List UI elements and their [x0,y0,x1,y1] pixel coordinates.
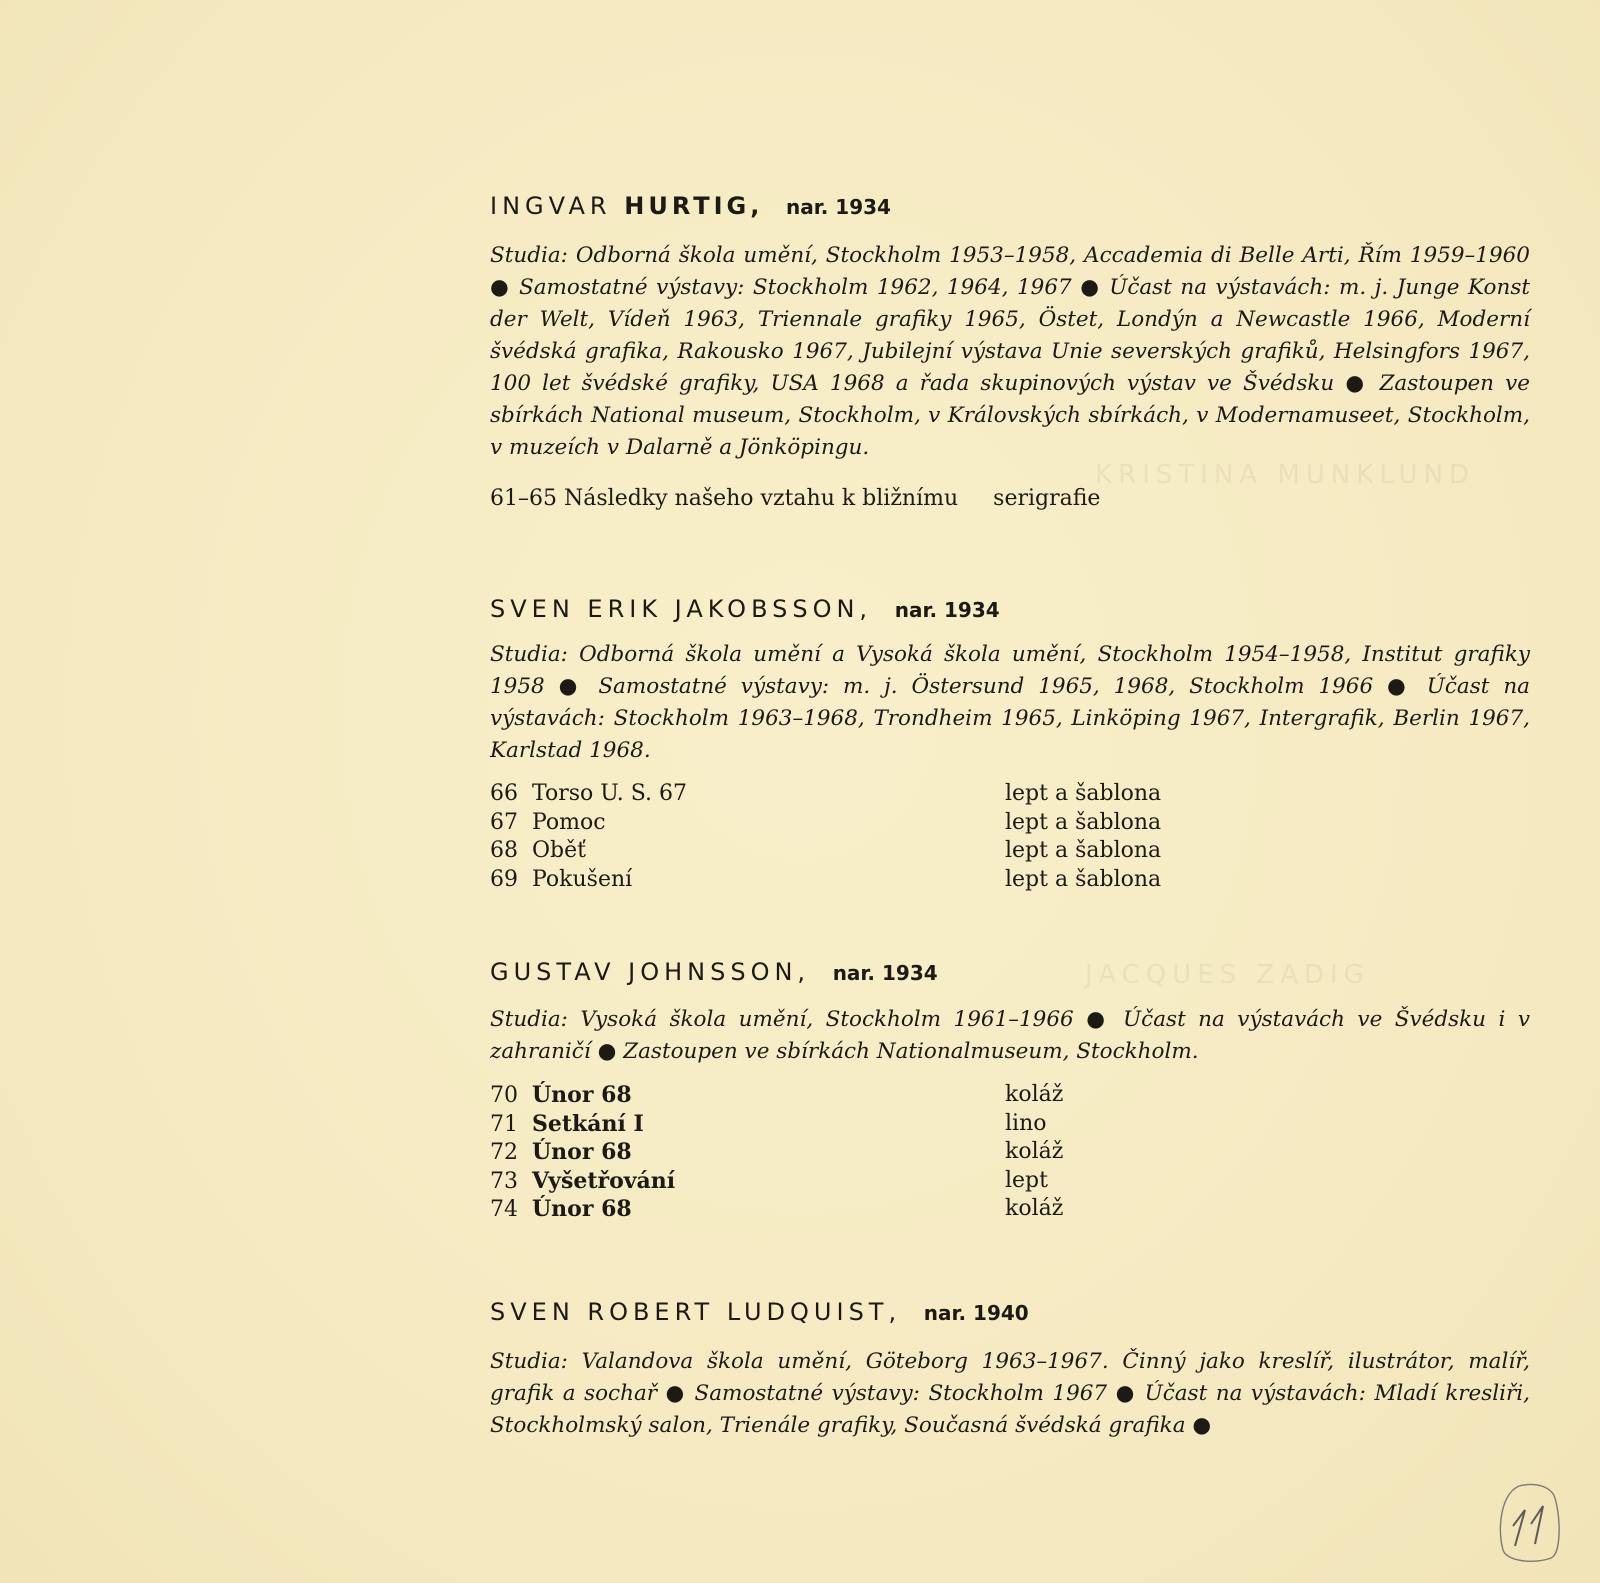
artist-heading [490,958,1530,986]
work-technique: koláž [1005,1196,1064,1221]
artist-surname: HURTIG, [624,192,764,220]
work-technique: lept a šablona [1005,781,1162,806]
work-technique: lept a šablona [1005,809,1162,835]
works-list [490,781,1530,895]
show-through-text: JACQUES ZADIG [1085,960,1370,990]
work-title: Oběť [532,838,586,863]
work-number: 70 [490,1083,518,1108]
work-entry [490,810,1530,839]
work-number: 73 [490,1168,518,1194]
artist-entry-johnsson [490,958,1530,1225]
work-technique: lept [1005,1167,1048,1193]
work-technique: serigrafie [993,486,1101,511]
birth-year: nar. 1934 [785,195,891,219]
work-entry [490,1111,1530,1140]
work-title: Vyšetřování [532,1167,676,1194]
artist-biography: Studia: Odborná škola umění, Stockholm 1953–1958, Accademia di Belle Arti, Řím 1959–1960 ● Samostatné výstavy: Stockholm 1962, 1964, 1967 ● Účast na výstavách: m. j. Junge Konst der Welt, Vídeň 1963, Triennale grafiky 1965, Östet, Londýn a Newcastle 1966, Moderní švédská grafika, Rakousko 1967, Jubilejní výstava Unie severských grafiků, Helsingfors 1967, 100 let švédské grafiky, USA 1968 a řada skupinových výstav ve Švédsku ● Zastoupen ve sbírkách National museum, Stockholm, v Královských sbírkách, v Modernamuseet, Stockholm, v muzeích v Dalarně a Jönköpingu. [490,243,1530,460]
work-title: Torso U. S. 67 [532,781,688,806]
work-number: 66 [490,781,518,806]
work-title: Únor 68 [532,1196,632,1222]
artist-name: SVEN ERIK JAKOBSSON, [490,595,873,623]
work-entry [490,838,1530,867]
artist-heading [490,595,1530,623]
artist-biography: Studia: Vysoká škola umění, Stockholm 1961–1966 ● Účast na výstavách ve Švédsku i v zahraničí ● Zastoupen ve sbírkách Nationalmuseum, Stockholm. [490,1007,1530,1064]
work-technique: lino [1005,1110,1047,1136]
work-number: 61–65 [490,486,557,511]
work-technique: lept a šablona [1005,838,1162,863]
work-number: 74 [490,1197,518,1222]
birth-year: nar. 1940 [923,1301,1029,1325]
artist-entry-ludquist [490,1298,1530,1442]
handwritten-page-number [1495,1480,1563,1565]
artist-name: GUSTAV JOHNSSON, [490,958,811,986]
work-entry [490,867,1530,896]
page-number-one [1531,1506,1543,1544]
artist-heading [490,192,1530,220]
work-title: Setkání I [532,1110,644,1137]
work-entry [490,486,1530,511]
work-entry [490,1196,1530,1225]
birth-year: nar. 1934 [832,961,938,985]
birth-year: nar. 1934 [894,598,1000,622]
work-number: 68 [490,838,518,863]
artist-heading [490,1298,1530,1326]
work-entry [490,1082,1530,1111]
work-number: 67 [490,809,518,835]
artist-first-name: INGVAR [490,192,612,220]
show-through-text: KRISTINA MUNKLUND [1095,460,1475,490]
work-number: 69 [490,866,518,892]
work-title: Únor 68 [532,1139,632,1165]
work-technique: koláž [1005,1082,1064,1107]
page-number-one [1513,1510,1525,1546]
work-technique: koláž [1005,1139,1064,1164]
artist-entry-jakobsson [490,595,1530,895]
artist-entry-hurtig [490,192,1530,511]
work-title: Pokušení [532,866,633,892]
work-entry [490,1168,1530,1197]
work-title: Únor 68 [532,1082,632,1108]
artist-biography: Studia: Odborná škola umění a Vysoká škola umění, Stockholm 1954–1958, Institut grafiky 1958 ● Samostatné výstavy: m. j. Östersund 1965, 1968, Stockholm 1966 ● Účast na výstavách: Stockholm 1963–1968, Trondheim 1965, Linköping 1967, Intergrafik, Berlin 1967, Karlstad 1968. [490,642,1530,763]
artist-biography: Studia: Valandova škola umění, Göteborg 1963–1967. Činný jako kreslíř, ilustrátor, malíř, grafik a sochař ● Samostatné výstavy: Stockholm 1967 ● Účast na výstavách: Mladí kresliři, Stockholmský salon, Trienále grafiky, Současná švédská grafika ● [490,1349,1530,1438]
work-entry [490,781,1530,810]
work-technique: lept a šablona [1005,866,1162,892]
work-entry [490,1139,1530,1168]
works-list [490,1082,1530,1225]
work-number: 72 [490,1140,518,1165]
work-number: 71 [490,1111,518,1137]
work-title: Pomoc [532,809,606,835]
work-title: Následky našeho vztahu k bližnímu [564,486,959,511]
artist-name: SVEN ROBERT LUDQUIST, [490,1298,902,1326]
